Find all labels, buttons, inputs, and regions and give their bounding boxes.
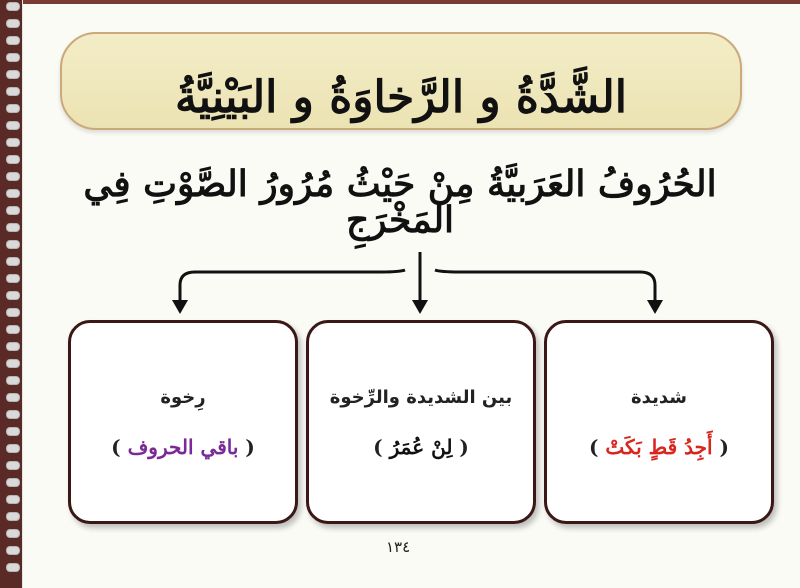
arrow-left <box>172 300 188 314</box>
middle-letters: لِنْ عُمَرُ <box>389 435 453 459</box>
page-number: ١٣٤ <box>386 538 411 556</box>
arrow-right <box>647 300 663 314</box>
connector-left-branch <box>180 270 405 302</box>
close-paren: ) <box>111 435 121 459</box>
box-soft-label: رِخوة <box>160 387 206 408</box>
arrow-middle <box>412 300 428 314</box>
box-middle <box>306 320 536 524</box>
soft-letters: باقي الحروف <box>127 435 239 459</box>
open-paren: ( <box>459 435 469 459</box>
box-middle-label: بين الشديدة والرِّخوة <box>329 387 513 408</box>
close-paren: ) <box>373 435 383 459</box>
box-middle-examples <box>309 435 533 459</box>
close-paren: ) <box>588 435 599 459</box>
box-soft <box>68 320 298 524</box>
open-paren: ( <box>245 435 255 459</box>
box-strong-examples <box>547 435 771 459</box>
box-soft-examples <box>71 435 295 459</box>
strong-letters: أَجِدُ قَطٍ بَكَتْ <box>605 435 713 459</box>
connector-right-branch <box>435 270 655 302</box>
box-strong-label: شديدة <box>631 387 687 408</box>
page-title: الشَّدَّةُ و الرَّخاوَةُ و البَيْنِيَّةُ <box>175 72 627 123</box>
box-strong <box>544 320 774 524</box>
page-subtitle: الحُرُوفُ العَرَبيَّةُ مِنْ حَيْثُ مُرُورُ الصَّوْتِ فِي المَخْرَجِ <box>83 163 717 241</box>
open-paren: ( <box>719 435 729 459</box>
